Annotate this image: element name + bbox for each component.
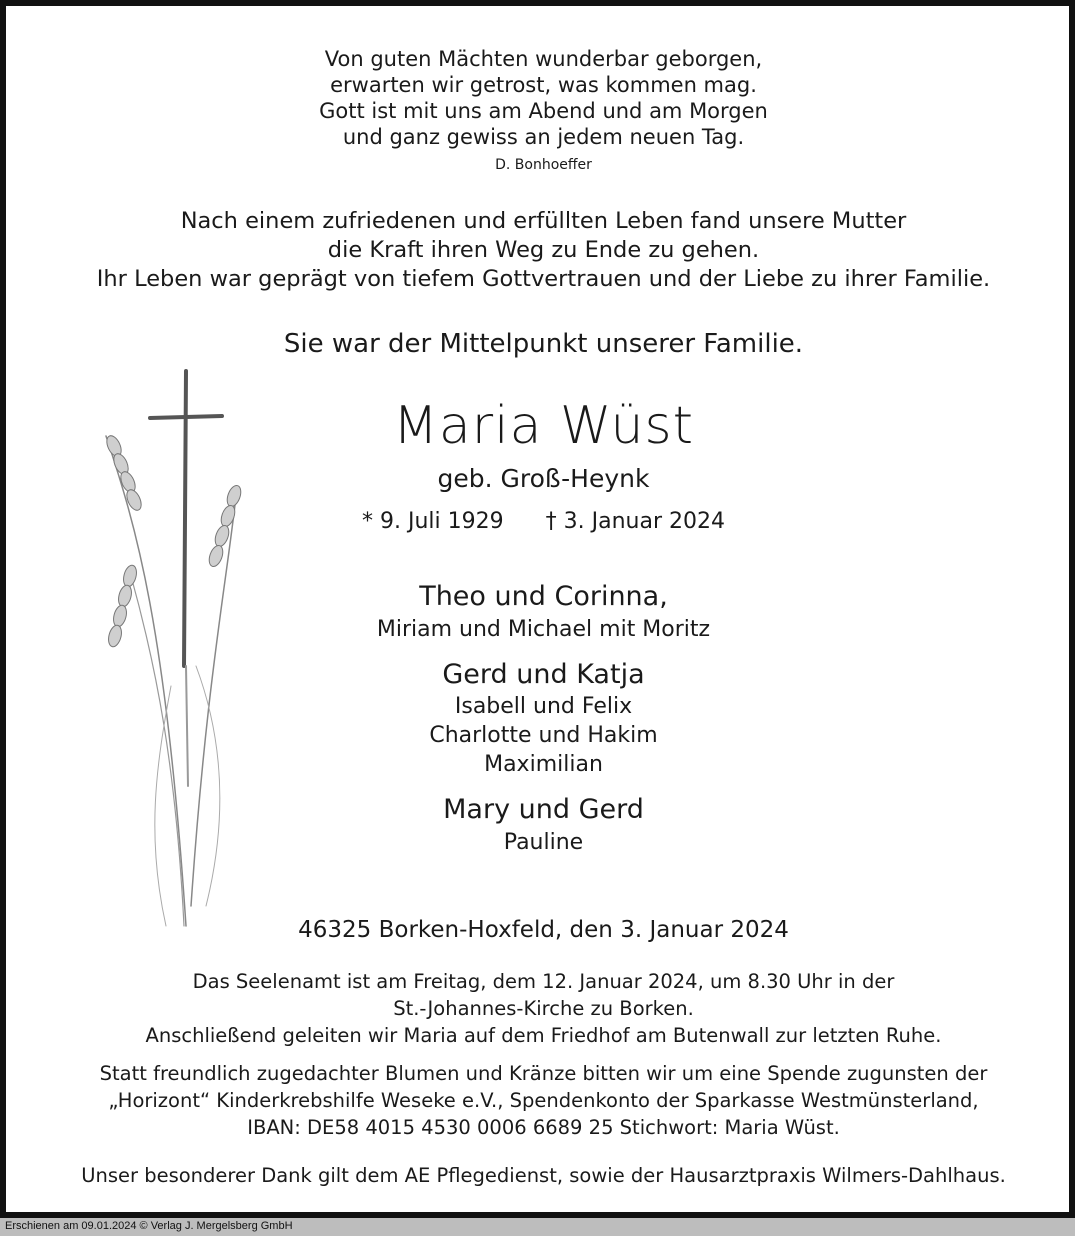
family-member: Charlotte und Hakim [429, 723, 658, 748]
deceased-name: Maria Wüst [393, 396, 694, 456]
mass-line: Das Seelenamt ist am Freitag, dem 12. Januar 2024, um 8.30 Uhr in der [192, 970, 895, 993]
family-members [6, 615, 1075, 644]
family-member: Maximilian [484, 752, 603, 777]
donation-info [6, 1060, 1075, 1141]
intro-line: Nach einem zufriedenen und erfüllten Leben fand unsere Mutter [180, 208, 907, 234]
family-members [6, 828, 1075, 857]
family-main: Mary und Gerd [443, 794, 644, 825]
place-date: 46325 Borken-Hoxfeld, den 3. Januar 2024 [298, 917, 789, 943]
family-member: Miriam und Michael mit Moritz [376, 617, 711, 642]
family-members [6, 692, 1075, 779]
poem-line: Von guten Mächten wunderbar geborgen, [324, 47, 763, 71]
death-date: † 3. Januar 2024 [545, 509, 725, 534]
family-member: Pauline [503, 830, 584, 855]
family-member: Isabell und Felix [454, 694, 633, 719]
poem-line: Gott ist mit uns am Abend und am Morgen [319, 99, 768, 123]
donation-line: Statt freundlich zugedachter Blumen und Kränze bitten wir um eine Spende zugunsten der [99, 1062, 988, 1085]
poem [6, 46, 1075, 150]
birth-name: geb. Groß-Heynk [437, 464, 650, 493]
motto: Sie war der Mittelpunkt unserer Familie. [283, 329, 804, 359]
intro-line: Ihr Leben war geprägt von tiefem Gottvertrauen und der Liebe zu ihrer Familie. [96, 266, 991, 292]
footer-text: Erschienen am 09.01.2024 © Verlag J. Mergelsberg GmbH [5, 1220, 293, 1232]
mass-info [6, 968, 1075, 1049]
life-dates [6, 509, 1075, 534]
publication-footer [0, 1218, 1075, 1236]
thanks-text: Unser besonderer Dank gilt dem AE Pflegedienst, sowie der Hausarztpraxis Wilmers-Dahlhaus. [81, 1164, 1006, 1187]
intro-line: die Kraft ihren Weg zu Ende zu gehen. [327, 237, 760, 263]
birth-date: * 9. Juli 1929 [362, 509, 504, 534]
poem-author: D. Bonhoeffer [495, 157, 592, 173]
intro-text [6, 207, 1075, 294]
mass-line: St.-Johannes-Kirche zu Borken. [393, 997, 694, 1020]
poem-line: erwarten wir getrost, was kommen mag. [330, 73, 757, 97]
family-main: Theo und Corinna, [419, 581, 668, 612]
mass-line: Anschließend geleiten wir Maria auf dem Friedhof am Butenwall zur letzten Ruhe. [145, 1024, 942, 1047]
donation-line: „Horizont“ Kinderkrebshilfe Weseke e.V., Spendenkonto der Sparkasse Westmünsterland, [108, 1089, 979, 1112]
poem-line: und ganz gewiss an jedem neuen Tag. [342, 125, 745, 149]
donation-line: IBAN: DE58 4015 4530 0006 6689 25 Stichwort: Maria Wüst. [247, 1116, 840, 1139]
family-main: Gerd und Katja [442, 659, 645, 690]
